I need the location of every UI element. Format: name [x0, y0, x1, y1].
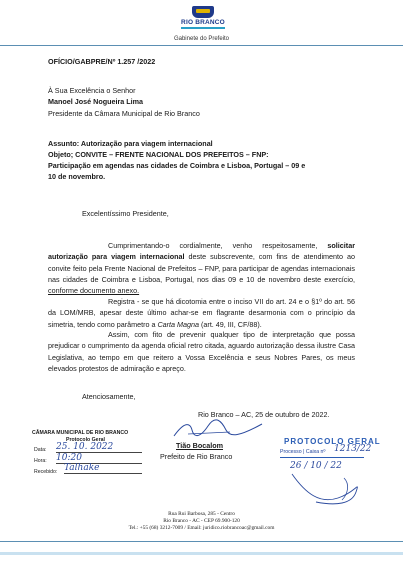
salutation-to: À Sua Excelência o Senhor [48, 86, 136, 95]
paragraph-request-intro: Cumprimentando-o cordialmente, venho respeitosamente, [108, 241, 328, 250]
place-date: Rio Branco – AC, 25 de outubro de 2022. [198, 410, 330, 419]
protocol-date-value: 26 / 10 / 22 [290, 461, 342, 471]
carta-magna-term: Carta Magna [157, 319, 200, 329]
paragraph-request [48, 240, 355, 296]
protocol-signature-mark [286, 470, 370, 510]
footer-address: Rua Rui Barbosa, 285 - Centro [168, 511, 235, 517]
stamp-time-value: 10:20 [56, 453, 142, 464]
footer-contact: Tel.: +55 (68) 3212-7009 / Email: juridico.riobrancoac@gmail.com [128, 525, 275, 531]
logo-name: RIO BRANCO [181, 19, 225, 26]
stamp-section: Protocolo Geral [66, 437, 105, 443]
object-line-1: Objeto; CONVITE – FRENTE NACIONAL DOS PREFEITOS – FNP: [48, 150, 269, 159]
stamp-time-label: Hora: [34, 458, 47, 464]
paragraph-registry [48, 296, 355, 330]
footer-city: Rio Branco - AC - CEP 69.900-120 [163, 518, 240, 524]
paragraph-request-body: deste subscrevente, com fins de atendimento ao convite feito pela Frente Nacional de Prefeitos – FNP, para participar de agendas internacionais nas cidades de Coimbra e Lisboa, Portugal, nos dias 09 e 10 de novembro deste exercício, [48, 252, 355, 284]
greeting: Excelentíssimo Presidente, [82, 209, 169, 218]
protocol-stamp-title: PROTOCOLO GERAL [284, 437, 381, 446]
logo-underline [181, 27, 225, 29]
city-crest-icon [192, 6, 214, 18]
closing: Atenciosamente, [82, 392, 136, 401]
attached-document-reference: conforme documento anexo. [48, 286, 140, 296]
stamp-date-value: 25. 10. 2022 [56, 442, 142, 453]
footer-color-bar [0, 552, 403, 555]
city-logo [181, 6, 225, 29]
signer-title: Prefeito de Rio Branco [160, 452, 233, 461]
department-name: Gabinete do Prefeito [173, 36, 230, 42]
paragraph-registry-body: Registra - se que há dicotomia entre o inciso VII do art. 24 e o §1º do art. 56 da LOM/MRB, apesar deste último achar-se em flagrante desarmonia com o princípio da simetria, tendo como parâmetro a [48, 297, 355, 329]
object-line-2: Participação em agendas nas cidades de Coimbra e Lisboa, Portugal – 09 e [48, 161, 306, 170]
stamp-org: CÂMARA MUNICIPAL DE RIO BRANCO [32, 430, 129, 436]
header-divider [0, 45, 403, 46]
stamp-date-label: Data: [34, 447, 47, 453]
footer-divider [0, 541, 403, 542]
protocol-process-label: Processo | Caixa nº [280, 449, 326, 455]
paragraph-request-bold: solicitar autorização para viagem internacional [48, 241, 355, 262]
paragraph-closing: Assim, com fito de prevenir qualquer tipo de interpretação que possa prejudicar o cumprimento da agenda oficial retro citada, aguardo autorização dessa ilustre Casa Legislativa, ao tempo em que reitero a Vossa Excelência e seus Nobres Pares, os meus elevados protestos de admiração e apreço. [48, 330, 355, 373]
subject-line: Assunto: Autorização para viagem internacional [48, 139, 213, 148]
protocol-rule [280, 457, 364, 458]
stamp-received-value: Talhake [64, 463, 142, 474]
signature-mark [170, 418, 270, 442]
recipient-name: Manoel José Nogueira Lima [48, 97, 144, 106]
paragraph-registry-end: (art. 49, III, CF/88). [199, 319, 262, 329]
protocol-process-value: 1213/22 [334, 444, 372, 454]
recipient-title: Presidente da Câmara Municipal de Rio Branco [48, 109, 200, 118]
stamp-received-label: Recebido: [34, 469, 58, 475]
letter-reference: OFÍCIO/GABPRE/Nº 1.257 /2022 [48, 57, 156, 66]
object-line-3: 10 de novembro. [48, 172, 106, 181]
signer-name: Tião Bocalom [176, 441, 223, 450]
